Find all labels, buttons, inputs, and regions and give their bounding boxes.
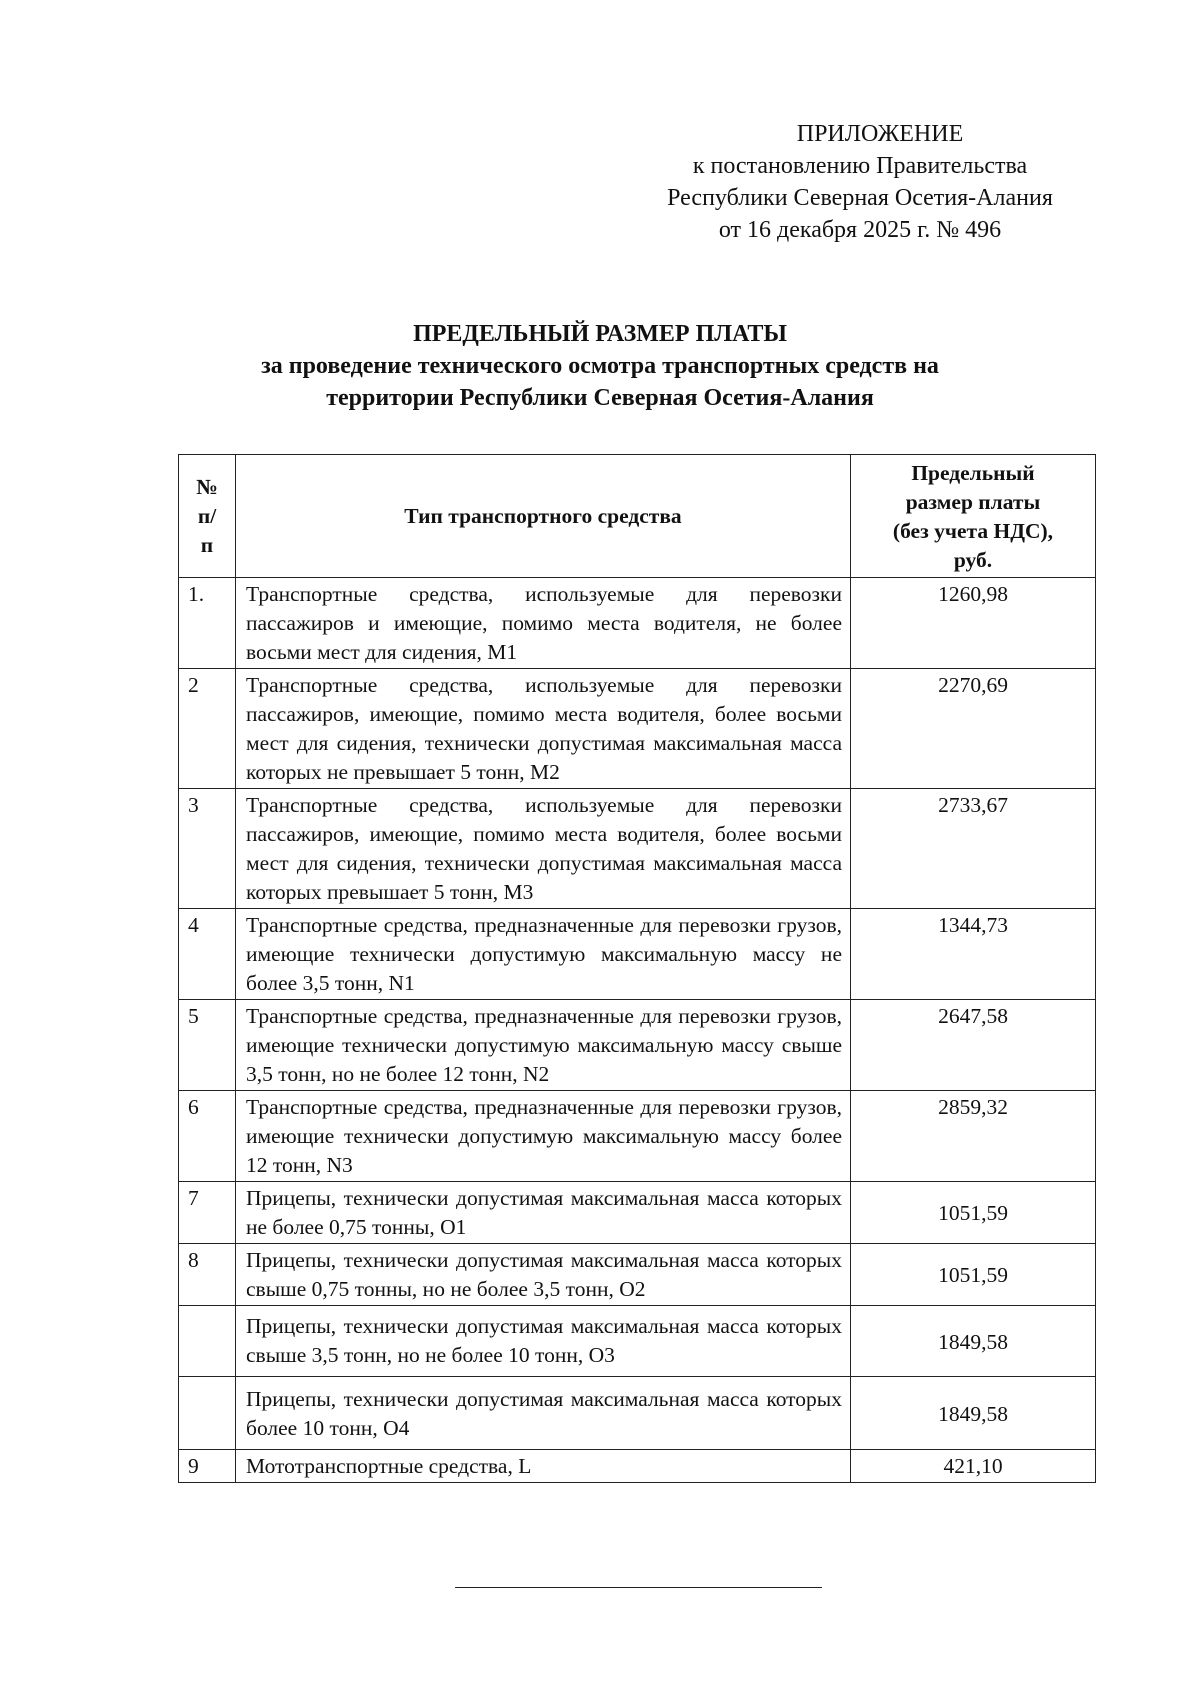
row-price: 1260,98 (851, 578, 1096, 669)
appendix-title: ПРИЛОЖЕНИЕ (796, 121, 964, 147)
row-price: 1051,59 (851, 1244, 1096, 1306)
row-vehicle-type: Транспортные средства, предназначенные для перевозки грузов, имеющие технически допустимую максимальную массу не более 3,5 тонн, N1 (236, 909, 851, 1000)
row-price: 2859,32 (851, 1091, 1096, 1182)
document-heading (0, 318, 1200, 414)
row-vehicle-type: Прицепы, технически допустимая максимальная масса которых свыше 0,75 тонны, но не более 3,5 тонн, O2 (236, 1244, 851, 1306)
row-price: 421,10 (851, 1450, 1096, 1483)
row-number: 1. (179, 578, 236, 669)
appendix-line-1: к постановлению Правительства (692, 153, 1028, 179)
row-number (179, 1306, 236, 1377)
header-number-line-3: п (200, 532, 214, 557)
row-vehicle-type: Прицепы, технически допустимая максимальная масса которых свыше 3,5 тонн, но не более 10 тонн, O3 (236, 1306, 851, 1377)
row-vehicle-type: Транспортные средства, используемые для перевозки пассажиров, имеющие, помимо места водителя, более восьми мест для сидения, технически допустимая максимальная масса которых превышает 5 тонн, М3 (236, 789, 851, 909)
row-price: 1344,73 (851, 909, 1096, 1000)
row-vehicle-type: Прицепы, технически допустимая максимальная масса которых не более 0,75 тонны, O1 (236, 1182, 851, 1244)
table-row (179, 1091, 1096, 1182)
row-price: 1051,59 (851, 1182, 1096, 1244)
header-price-line-4: руб. (953, 548, 993, 572)
row-number: 8 (179, 1244, 236, 1306)
table-row (179, 578, 1096, 669)
header-vehicle-type: Тип транспортного средства (236, 455, 851, 578)
row-number: 5 (179, 1000, 236, 1091)
header-number-line-2: п/ (197, 503, 217, 528)
row-price: 2647,58 (851, 1000, 1096, 1091)
heading-title: ПРЕДЕЛЬНЫЙ РАЗМЕР ПЛАТЫ (413, 321, 787, 347)
table-row (179, 1244, 1096, 1306)
table-row (179, 1450, 1096, 1483)
appendix-line-2: Республики Северная Осетия-Алания (667, 185, 1053, 211)
row-number (179, 1377, 236, 1450)
appendix-line-3: от 16 декабря 2025 г. № 496 (718, 217, 1002, 243)
header-number-line-1: № (196, 474, 218, 499)
table-row (179, 1306, 1096, 1377)
heading-subtitle-2: территории Республики Северная Осетия-Алания (326, 385, 874, 411)
row-number: 6 (179, 1091, 236, 1182)
row-number: 2 (179, 669, 236, 789)
row-vehicle-type: Транспортные средства, используемые для перевозки пассажиров и имеющие, помимо места водителя, не более восьми мест для сидения, М1 (236, 578, 851, 669)
row-price: 2270,69 (851, 669, 1096, 789)
closing-rule (455, 1587, 822, 1588)
table-row (179, 1182, 1096, 1244)
row-number: 4 (179, 909, 236, 1000)
row-price: 1849,58 (851, 1377, 1096, 1450)
header-price-line-3: (без учета НДС), (892, 519, 1054, 543)
header-price (851, 455, 1096, 578)
header-price-line-2: размер платы (905, 490, 1041, 514)
row-price: 2733,67 (851, 789, 1096, 909)
row-vehicle-type: Транспортные средства, предназначенные для перевозки грузов, имеющие технически допустимую максимальную массу свыше 3,5 тонн, но не более 12 тонн, N2 (236, 1000, 851, 1091)
table-row (179, 789, 1096, 909)
heading-subtitle-1: за проведение технического осмотра транспортных средств на (261, 353, 939, 379)
table-header-row (179, 455, 1096, 578)
row-price: 1849,58 (851, 1306, 1096, 1377)
row-number: 9 (179, 1450, 236, 1483)
table-row (179, 669, 1096, 789)
appendix-block (600, 118, 1120, 246)
row-vehicle-type: Транспортные средства, используемые для перевозки пассажиров, имеющие, помимо места водителя, более восьми мест для сидения, технически допустимая максимальная масса которых не превышает 5 тонн, М2 (236, 669, 851, 789)
fee-table (178, 454, 1096, 1483)
row-vehicle-type: Прицепы, технически допустимая максимальная масса которых более 10 тонн, O4 (236, 1377, 851, 1450)
table-row (179, 909, 1096, 1000)
row-vehicle-type: Мототранспортные средства, L (236, 1450, 851, 1483)
row-vehicle-type: Транспортные средства, предназначенные для перевозки грузов, имеющие технически допустимую максимальную массу более 12 тонн, N3 (236, 1091, 851, 1182)
table-row (179, 1000, 1096, 1091)
row-number: 7 (179, 1182, 236, 1244)
header-number (179, 455, 236, 578)
row-number: 3 (179, 789, 236, 909)
table-row (179, 1377, 1096, 1450)
header-price-line-1: Предельный (911, 461, 1035, 485)
